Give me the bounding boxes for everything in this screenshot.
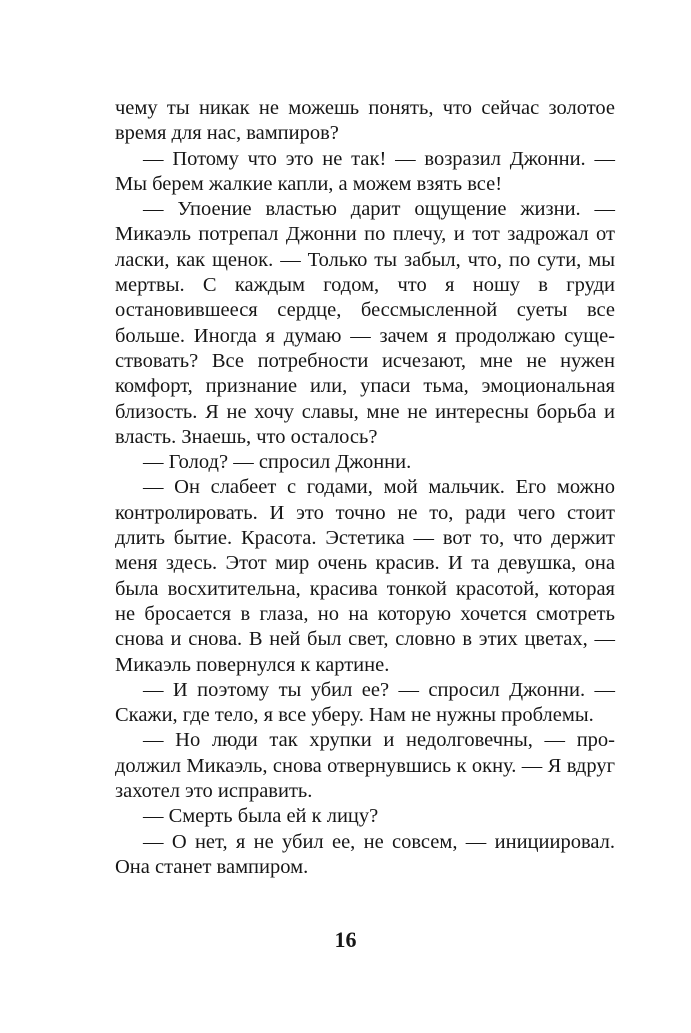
paragraph-8: — Смерть была ей к лицу? [143,805,379,828]
page-text-block [115,96,615,880]
paragraph-3: — Упоение властью дарит ощущение жизни. — Микаэль потрепал Джонни по плечу, и тот задрожал от ласки, как щенок. — Только ты забыл, что, по сути, мы мертвы. С каждым годом, что я ношу в груди остановившееся сердце, бессмысленной суеты все больше. Иногда я думаю — зачем я продолжаю существовать? Все потребности исчезают, мне не нужен комфорт, признание или, упаси тьма, эмоциональная близость. Я не хочу славы, мне не интересны борьба и власть. Знаешь, что осталось? [115,198,615,448]
paragraph-1: чему ты никак не можешь понять, что сейчас золотое время для нас, вампиров? [115,97,615,145]
paragraph-7: — Но люди так хрупки и недолговечны, — продолжил Микаэль, снова отвернувшись к окну. — Я вдруг захотел это исправить. [115,729,615,803]
paragraph-9: — О нет, я не убил ее, не совсем, — инициировал. Она станет вампиром. [115,830,615,878]
page-number: 16 [334,927,357,952]
paragraph-4: — Голод? — спросил Джонни. [143,451,412,474]
paragraph-6: — И поэтому ты убил ее? — спросил Джонни. — Скажи, где тело, я все уберу. Нам не нужны проблемы. [115,678,615,727]
paragraph-5: — Он слабеет с годами, мой мальчик. Его можно контролировать. И это точно не то, ради чего стоит длить бытие. Красота. Эстетика — вот то, что держит меня здесь. Этот мир очень красив. И та девушка, она была восхитительна, красива тонкой красотой, которая не бросается в глаза, но на которую хочется смотреть снова и снова. В ней был свет, словно в этих цветах, — Микаэль повернулся к картине. [115,476,615,676]
paragraph-2: — Потому что это не так! — возразил Джонни. — Мы берем жалкие капли, а можем взять все! [115,147,615,195]
